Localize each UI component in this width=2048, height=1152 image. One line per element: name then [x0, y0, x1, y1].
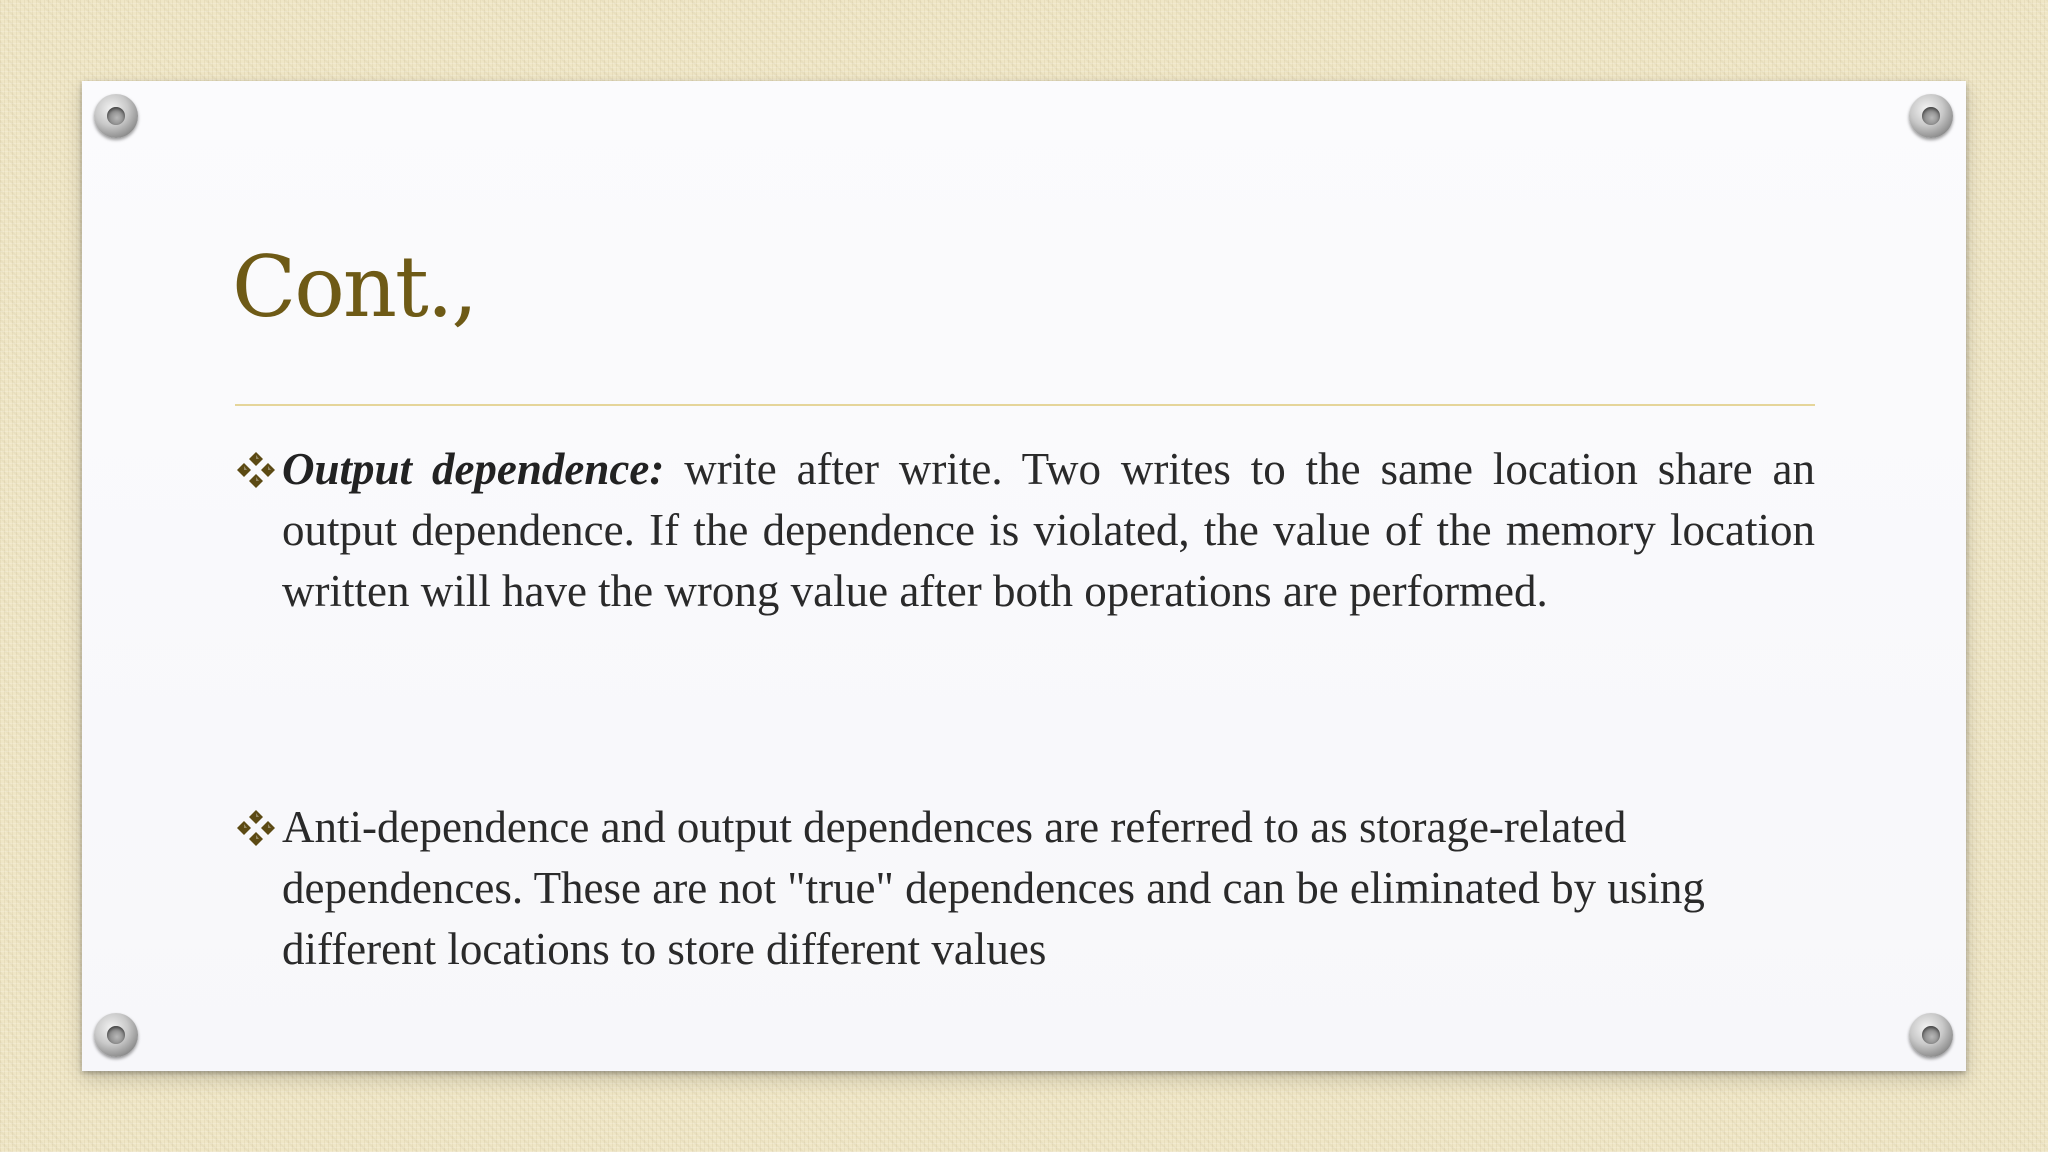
grommet-bottom-right-icon	[1909, 1013, 1953, 1057]
slide-title: Cont.,	[232, 238, 477, 336]
title-divider	[235, 404, 1815, 406]
grommet-top-left-icon	[94, 94, 138, 138]
grommet-top-right-icon	[1909, 94, 1953, 138]
four-diamond-bullet-icon	[234, 808, 278, 848]
bullet-storage-related	[282, 797, 1815, 980]
four-diamond-bullet-icon	[234, 450, 278, 490]
bullet-output-dependence	[282, 439, 1815, 622]
bullet-text: write after write. Two writes to the same location share an output dependence. If the dependence is violated, the value of the memory location written will have the wrong value after both operations are performed.	[282, 444, 1816, 616]
bullet-term: Output dependence:	[282, 444, 665, 494]
grommet-bottom-left-icon	[94, 1013, 138, 1057]
bullet-text: Anti-dependence and output dependences are referred to as storage-related dependences. These are not "true" dependences and can be eliminated by using different locations to store different values	[282, 802, 1705, 974]
